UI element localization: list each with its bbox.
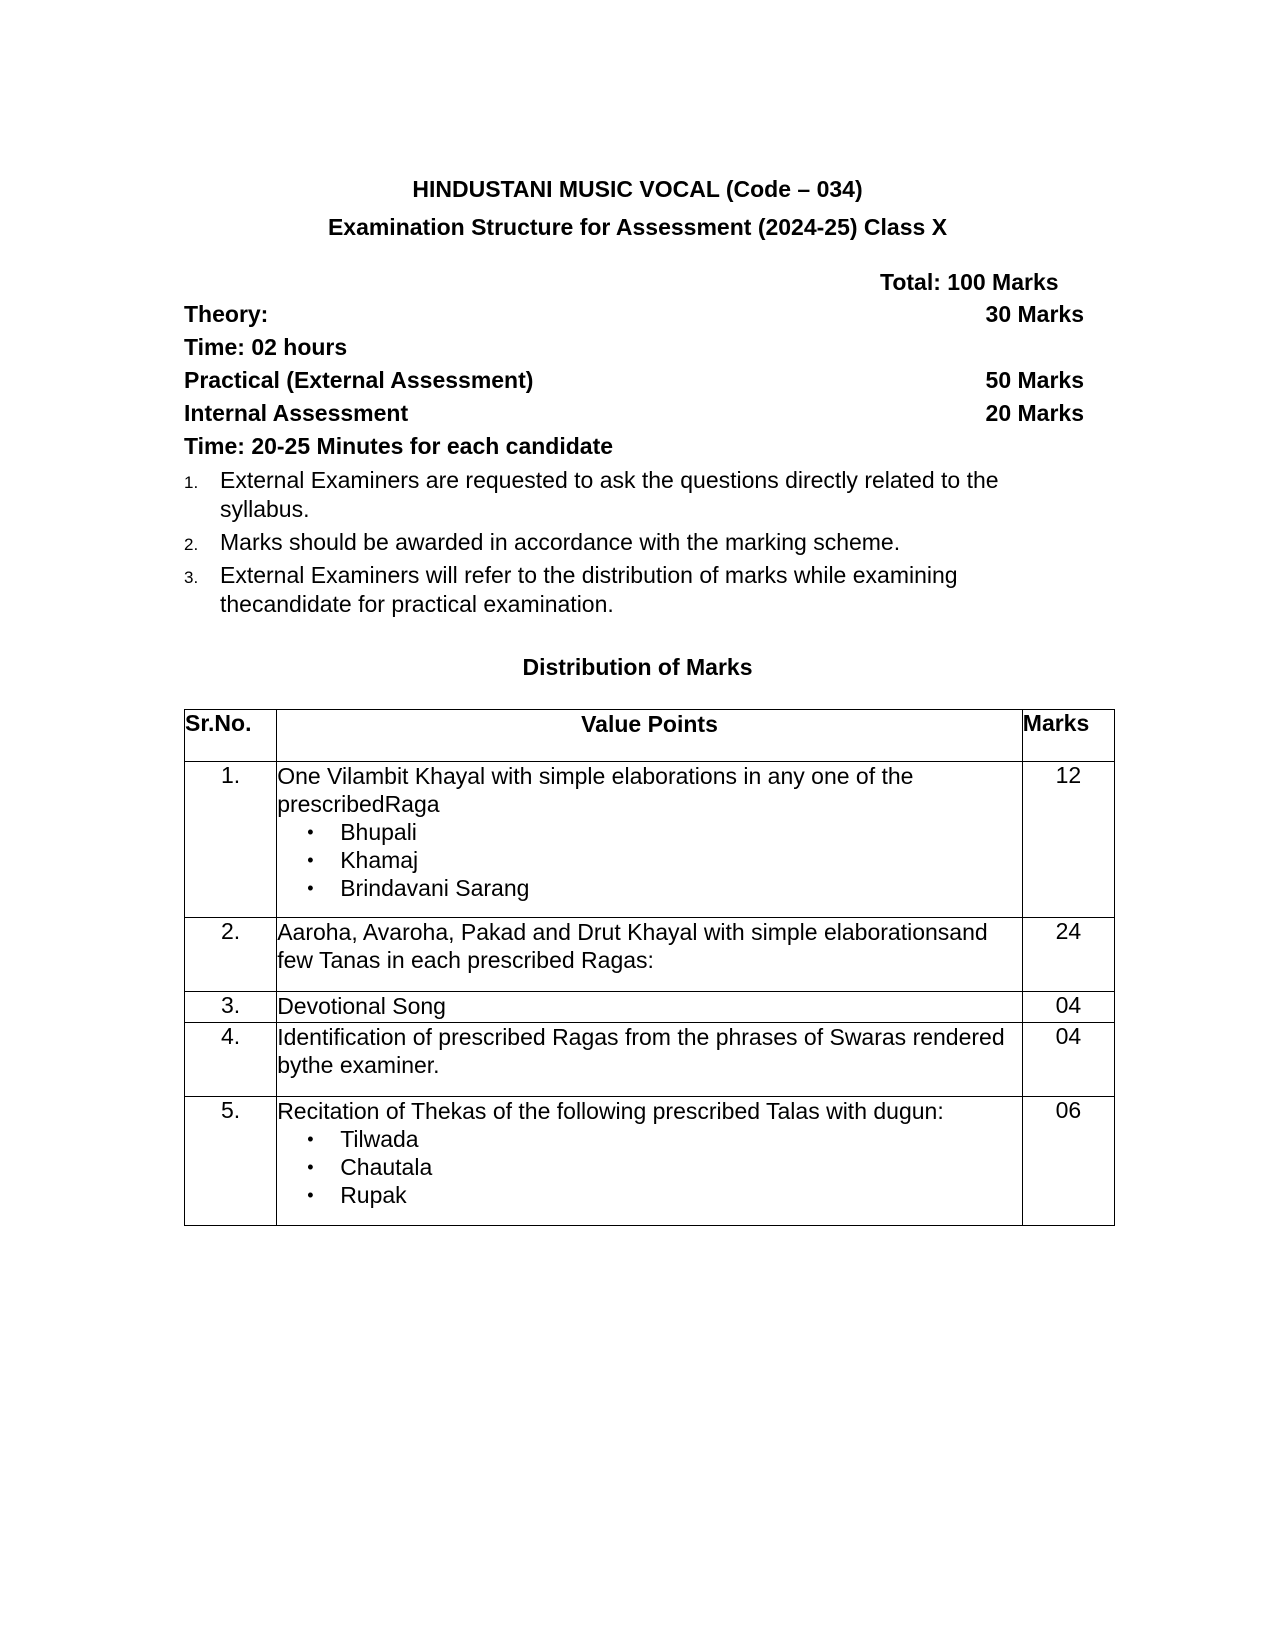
table-header-row — [185, 710, 1115, 762]
row-text: Identification of prescribed Ragas from the phrases of Swaras rendered bythe examiner. — [277, 1023, 1023, 1097]
row-sr-no: 2. — [221, 918, 241, 944]
row-marks: 12 — [1022, 762, 1114, 918]
table-row — [185, 992, 1115, 1023]
document-title: HINDUSTANI MUSIC VOCAL (Code – 034) — [412, 176, 863, 202]
header-sr-no: Sr.No. — [185, 710, 277, 762]
row-marks: 24 — [1022, 918, 1114, 992]
theory-row — [184, 301, 1084, 328]
table-row — [185, 1023, 1115, 1097]
list-item: • Khamaj — [277, 846, 1022, 874]
instruction-number: 1. — [184, 473, 199, 492]
row-text: Recitation of Thekas of the following prescribed Talas with dugun: — [277, 1098, 944, 1124]
internal-label: Internal Assessment — [184, 400, 409, 426]
list-item: • Brindavani Sarang — [277, 874, 1022, 902]
theory-label: Theory: — [184, 301, 269, 327]
row-marks: 04 — [1022, 1023, 1114, 1097]
tala-list — [277, 1125, 1022, 1209]
row-sr-no: 4. — [221, 1023, 241, 1049]
instruction-text: External Examiners will refer to the distribution of marks while examining thecandidate for practical examination. — [220, 562, 958, 617]
theory-time-row — [184, 334, 1084, 361]
internal-marks: 20 Marks — [985, 400, 1084, 426]
row-sr-no: 5. — [221, 1097, 241, 1123]
document-subtitle: Examination Structure for Assessment (2024-25) Class X — [327, 214, 948, 240]
instruction-text: External Examiners are requested to ask the questions directly related to the syllabus. — [220, 467, 999, 522]
practical-time-row — [184, 433, 1084, 460]
list-item: • Rupak — [277, 1181, 1022, 1209]
row-text: Devotional Song — [277, 992, 1023, 1023]
marks-table — [184, 709, 1115, 1226]
instruction-number: 3. — [184, 568, 199, 587]
practical-marks: 50 Marks — [985, 367, 1084, 393]
table-row — [185, 1097, 1115, 1226]
raga-list — [277, 818, 1022, 902]
row-sr-no: 3. — [221, 992, 241, 1018]
table-row — [185, 918, 1115, 992]
list-item: • Chautala — [277, 1153, 1022, 1181]
instruction-text: Marks should be awarded in accordance with the marking scheme. — [220, 529, 901, 555]
row-sr-no: 1. — [221, 762, 241, 788]
row-text: One Vilambit Khayal with simple elaborations in any one of the prescribedRaga — [277, 763, 914, 817]
row-marks: 06 — [1022, 1097, 1114, 1226]
practical-row — [184, 367, 1084, 394]
distribution-title: Distribution of Marks — [522, 654, 753, 680]
theory-time: Time: 02 hours — [184, 334, 348, 360]
theory-marks: 30 Marks — [985, 301, 1084, 327]
instruction-number: 2. — [184, 535, 199, 554]
row-text: Aaroha, Avaroha, Pakad and Drut Khayal with simple elaborationsand few Tanas in each prescribed Ragas: — [277, 918, 1023, 992]
table-row — [185, 762, 1115, 918]
row-marks: 04 — [1022, 992, 1114, 1023]
practical-label: Practical (External Assessment) — [184, 367, 534, 393]
practical-time: Time: 20-25 Minutes for each candidate — [184, 433, 614, 459]
header-value-points: Value Points — [277, 710, 1023, 762]
list-item: • Tilwada — [277, 1125, 1022, 1153]
internal-row — [184, 400, 1084, 427]
list-item: • Bhupali — [277, 818, 1022, 846]
total-marks: Total: 100 Marks — [880, 269, 1059, 295]
header-marks: Marks — [1022, 710, 1114, 762]
